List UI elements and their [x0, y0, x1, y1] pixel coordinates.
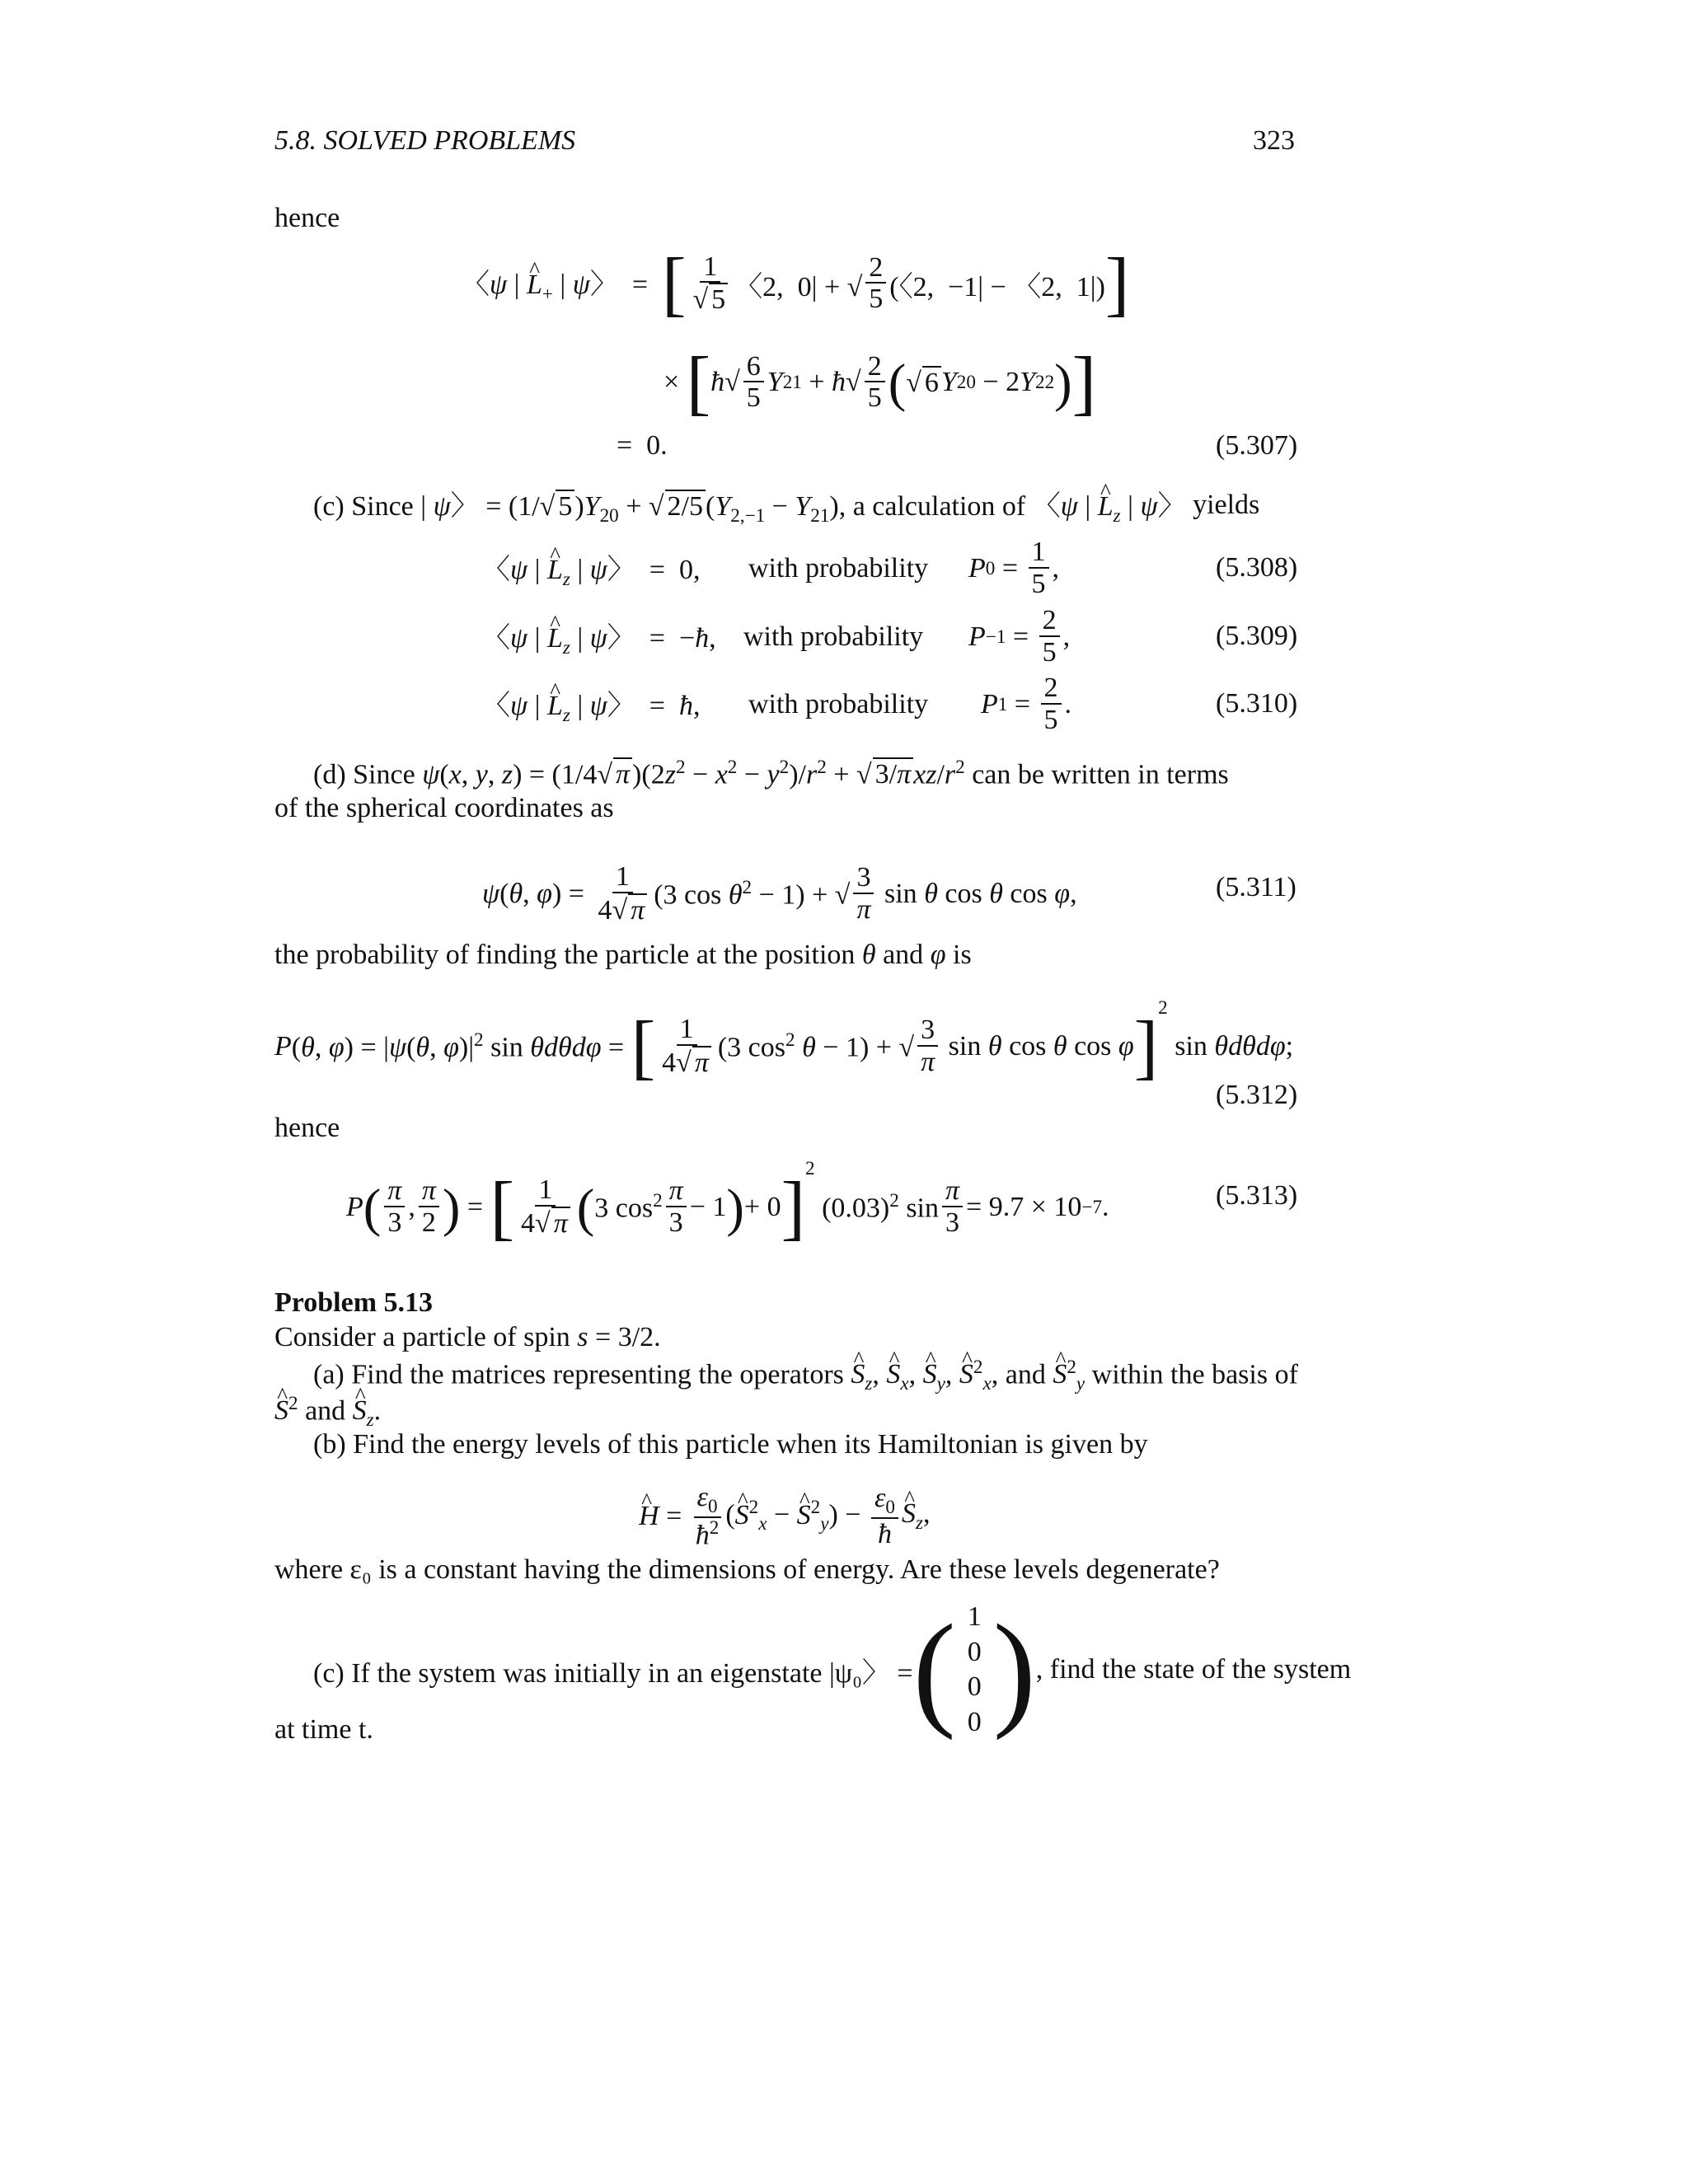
part-c: (c) If the system was initially in an eigenstate |ψ₀〉 = ( 1 0 0 0 ) , find the state of the system	[313, 1597, 1352, 1741]
text-hence: hence	[274, 203, 340, 233]
initial-state-vector: 1 0 0 0	[967, 1601, 982, 1737]
where-sentence: where ε₀ is a constant having the dimensions of energy. Are these levels degenerate?	[274, 1554, 1220, 1585]
part-c-intro: (c) Since | ψ〉 = (1/√ $5)Y_{20}$ + √ $2/5(Y_{2,-1} - Y_{21})$, a calculation of 〈ψ | ^ $L_z$ | ψ〉 yields	[313, 483, 1259, 527]
equation-5312: P (θ, φ) = |ψ(θ, $\varphi)|^2$ sin θdθdφ = [ $\frac{1}{4√ \pi}$ (3 $\cos^2 \theta - 1$) + √ $\frac{3}{\pi}$ sin θ cos θ cos φ ] $^2$ sin θdθdφ;	[274, 997, 1294, 1087]
equation-number-5309: (5.309)	[1216, 621, 1298, 651]
part-a-2: ^ $S^2$ and ^ $S_z$.	[274, 1393, 381, 1432]
equation-number-5313: (5.313)	[1216, 1180, 1298, 1211]
part-d-intro-2: of the spherical coordinates as	[274, 793, 614, 823]
equation-number-5311: (5.311)	[1216, 872, 1296, 902]
section-header: 5.8. SOLVED PROBLEMS	[274, 125, 576, 156]
probability-p0: P 0 = $\frac{1}{5}$ ,	[968, 537, 1060, 600]
equation-5311: ψ (θ, φ) = $\frac{1}{4√ \pi}$ (3 $\cos \theta^2 - 1$) + √ $\frac{3}{\pi}$ sin θ cos θ cos φ,	[482, 861, 1077, 926]
probability-p-minus-1: P −1 = $\frac{2}{5}$ ,	[968, 605, 1071, 668]
at-time-text: at time t.	[274, 1714, 373, 1745]
problem-statement: Consider a particle of spin s = 3/2.	[274, 1322, 661, 1352]
equation-5307-line1: 〈ψ | ^ $L_+$ | ψ〉 = [ $\frac{1}{√ 5}$ 〈2, 0| + √ $\frac{2}{5}$ (〈2, −1| − 〈2, 1|) ]	[462, 247, 1129, 320]
equation-5313: P ( $\frac{\pi}{3}$ , $\frac{\pi}{2}$ ) = [ $\frac{1}{4√ \pi}$ ( 3 $\cos^2$ $\frac{\pi}{3}$ − 1 ) + 0 ] $^2$ $(0.03)^2$ sin $\frac{\pi}{3}$ = 9.7 × 10 −7 .	[346, 1158, 1109, 1248]
with-probability-label: with probability	[743, 621, 924, 652]
equation-number-5307: (5.307)	[1216, 430, 1298, 461]
hamiltonian-equation: ^ H = $\frac{\varepsilon_0}{ħ^2}$ (^ $S^2_x$ − ^ $S^2_y$) − $\frac{\varepsilon_0}{ħ}$ ^ $S_z$,	[639, 1475, 930, 1558]
probability-sentence: the probability of finding the particle at the position θ and φ is	[274, 940, 972, 970]
equation-5308: 〈ψ | ^ $L_z$ | ψ〉 = 0,	[482, 536, 700, 602]
part-a: (a) Find the matrices representing the operators ^ $S_z$, ^ $S_x$, ^ $S_y$, ^ $S^2_x$, and ^ $S^2_y$ within the basis of	[313, 1357, 1298, 1395]
probability-p1: P 1 = $\frac{2}{5}$ .	[981, 673, 1072, 736]
equation-number-5310: (5.310)	[1216, 688, 1298, 719]
result-value: = 9.7 × 10	[966, 1192, 1082, 1222]
part-d-intro: (d) Since ψ(x, y, z) = (1/4√ $\pi)(2z^2 - x^2 - y^2)/r^2$ + √ $3/\pi xz/r^2$ can be written in terms	[313, 757, 1229, 790]
part-b: (b) Find the energy levels of this particle when its Hamiltonian is given by	[313, 1429, 1148, 1460]
equation-5309: 〈ψ | ^ $L_z$ | ψ〉 = −ħ,	[482, 604, 716, 670]
result-exponent: −7	[1081, 1196, 1102, 1218]
equation-5307-result: = 0.	[617, 430, 668, 461]
page-number: 323	[1253, 125, 1295, 156]
with-probability-label: with probability	[748, 553, 929, 583]
with-probability-label: with probability	[748, 689, 929, 719]
text-yields: yields	[1193, 489, 1260, 520]
problem-title: Problem 5.13	[274, 1287, 434, 1318]
equation-5310: 〈ψ | ^ $L_z$ | ψ〉 = ħ,	[482, 672, 700, 738]
text-hence-2: hence	[274, 1113, 340, 1143]
equation-number-5312: (5.312)	[1216, 1080, 1298, 1110]
equation-5307-line2: × [ ħ √ $\frac{6}{5}$ Y 21 + ħ √ $\frac{2}{5}$ ( √ 6 Y 20 − 2 Y 22 ) ]	[663, 342, 1097, 423]
equation-number-5308: (5.308)	[1216, 552, 1298, 583]
